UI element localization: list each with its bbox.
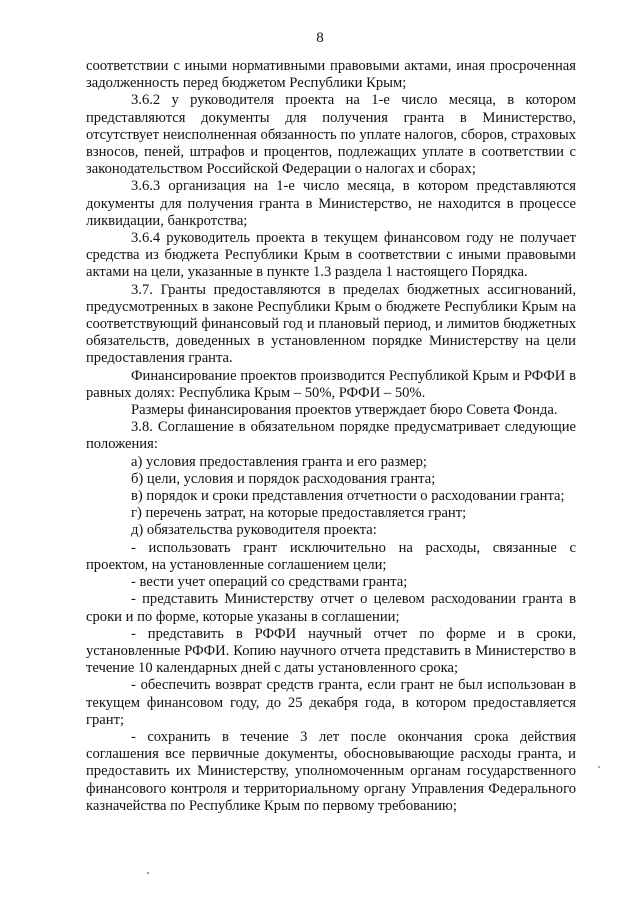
paragraph-3-7: 3.7. Гранты предоставляются в пределах бюджетных ассигнований, предусмотренных в законе Республики Крым о бюджете Республики Крым на соответствующий финансовый год и плановый период, и лимитов бюджетных обязательств, доведенных в установленном порядке Министерству на цели предоставления гранта.	[86, 281, 576, 367]
paragraph-3-6-3: 3.6.3 организация на 1-е число месяца, в котором представляются документы для получения гранта в Министерство, не находится в процессе ликвидации, банкротства;	[86, 178, 576, 229]
scan-speck	[147, 872, 149, 874]
paragraph-3-6-2: 3.6.2 у руководителя проекта на 1-е число месяца, в котором представляются документы для получения гранта в Министерство, отсутствует неисполненная обязанность по уплате налогов, сборов, страховых взносов, пеней, штрафов и процентов, подлежащих уплате в соответствии с законодательством Российской Федерации о налогах и сборах;	[86, 92, 576, 178]
list-item-a: а) условия предоставления гранта и его размер;	[131, 453, 427, 470]
obligation-item-report-rffi: - представить в РФФИ научный отчет по форме и в сроки, установленные РФФИ. Копию научного отчета представить в Министерство в течение 10 календарных дней с даты установленного срока;	[86, 625, 576, 677]
list-item-g: г) перечень затрат, на которые предоставляется грант;	[131, 505, 467, 522]
list-item-v: в) порядок и сроки представления отчетности о расходовании гранта;	[131, 488, 565, 505]
paragraph-financing-sizes: Размеры финансирования проектов утверждает бюро Совета Фонда.	[131, 402, 558, 419]
list-item-d: д) обязательства руководителя проекта:	[131, 522, 377, 539]
paragraph-3-8: 3.8. Соглашение в обязательном порядке предусматривает следующие положения:	[86, 419, 576, 453]
paragraph-financing: Финансирование проектов производится Республикой Крым и РФФИ в равных долях: Республика Крым – 50%, РФФИ – 50%.	[86, 367, 576, 401]
obligation-item-accounting: - вести учет операций со средствами гранта;	[131, 574, 408, 591]
obligation-item-keep-documents: - сохранить в течение 3 лет после окончания срока действия соглашения все первичные документы, обосновывающие расходы гранта, и предоставить их Министерству, уполномоченным органам государственного финансового контроля и территориальному органу Управления Федерального казначейства по Республике Крым по первому требованию;	[86, 728, 576, 814]
list-item-b: б) цели, условия и порядок расходования гранта;	[131, 470, 436, 487]
page-number: 8	[316, 30, 324, 46]
scan-speck	[598, 766, 600, 768]
obligation-item-return-funds: - обеспечить возврат средств гранта, если грант не был использован в текущем финансовом году, до 25 декабря года, в котором предоставляется грант;	[86, 677, 576, 728]
obligation-item-use-grant: - использовать грант исключительно на расходы, связанные с проектом, на установленные соглашением цели;	[86, 539, 576, 573]
paragraph-3-6-4: 3.6.4 руководитель проекта в текущем финансовом году не получает средства из бюджета Республики Крым в соответствии с иными правовыми актами на цели, указанные в пункте 1.3 раздела 1 настоящего Порядка.	[86, 230, 576, 281]
obligation-item-report-ministry: - представить Министерству отчет о целевом расходовании гранта в сроки и по форме, которые указаны в соглашении;	[86, 591, 576, 625]
paragraph-continuation: соответствии с иными нормативными правовыми актами, иная просроченная задолженность перед бюджетом Республики Крым;	[86, 58, 576, 92]
document-body	[86, 58, 576, 815]
